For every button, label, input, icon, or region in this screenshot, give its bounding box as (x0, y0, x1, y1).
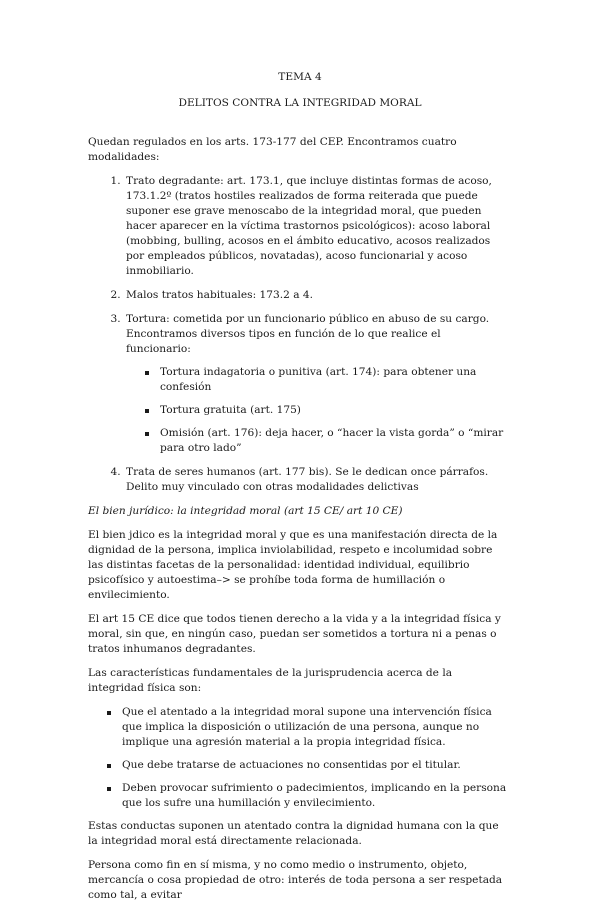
list-item: Omisión (art. 176): deja hacer, o “hacer la vista gorda” o “mirar para otro lado” (160, 426, 508, 456)
list-item (124, 312, 508, 456)
list-item: Tortura gratuita (art. 175) (160, 403, 508, 418)
paragraph: Las características fundamentales de la jurisprudencia acerca de la integridad física son: (88, 667, 453, 694)
list-item: 2. Malos tratos habituales: 173.2 a 4. (124, 288, 508, 303)
section-heading: El bien jurídico: la integridad moral (art 15 CE/ art 10 CE) (88, 505, 403, 517)
list-item: Que el atentado a la integridad moral supone una intervención física que implica la disposición o utilización de una persona, aunque no implique una agresión material a la propia integridad física. (122, 705, 508, 750)
intro-paragraph: Quedan regulados en los arts. 173-177 del CEP. Encontramos cuatro modalidades: (88, 136, 457, 163)
paragraph: Persona como fin en sí misma, y no como medio o instrumento, objeto, mercancía o cosa propiedad de otro: interés de toda persona a ser respetada como tal, a evitar (88, 859, 503, 901)
list-item: Que debe tratarse de actuaciones no consentidas por el titular. (122, 758, 508, 773)
list-item-text: Tortura: cometida por un funcionario público en abuso de su cargo. Encontramos diversos tipos en función de lo que realice el funcionario: (126, 313, 490, 355)
modalidades-list (88, 174, 508, 495)
paragraph: El bien jdico es la integridad moral y que es una manifestación directa de la dignidad de la persona, implica inviolabilidad, respeto e incolumidad sobre las distintas facetas de la personalidad: identidad individual, equilibrio psicofísico y autoestima–> se prohíbe toda forma de humillación o envilecimiento. (88, 529, 498, 601)
list-item: 1. Trato degradante: art. 173.1, que incluye distintas formas de acoso, 173.1.2º (tratos hostiles realizados de forma reiterada que puede suponer ese grave menoscabo de la integridad moral, que pueden hacer aparecer en la víctima trastornos psicológicos): acoso laboral (mobbing, bulling, acosos en el ámbito educativo, acosos realizados por empleados públicos, novatadas), acoso funcionarial y acoso inmobiliario. (124, 174, 508, 279)
tortura-types-list (126, 365, 508, 456)
paragraph: Estas conductas suponen un atentado contra la dignidad humana con la que la integridad moral está directamente relacionada. (88, 820, 499, 847)
list-item: Deben provocar sufrimiento o padecimientos, implicando en la persona que los sufre una humillación y envilecimiento. (122, 782, 507, 809)
document-title: TEMA 4 (278, 71, 322, 83)
document-subtitle: DELITOS CONTRA LA INTEGRIDAD MORAL (178, 97, 422, 109)
document-body (88, 135, 508, 912)
list-item: Tortura indagatoria o punitiva (art. 174): para obtener una confesión (160, 365, 508, 395)
paragraph: El art 15 CE dice que todos tienen derecho a la vida y a la integridad física y moral, sin que, en ningún caso, puedan ser sometidos a tortura ni a penas o tratos inhumanos degradantes. (88, 613, 501, 655)
list-item: 4. Trata de seres humanos (art. 177 bis). Se le dedican once párrafos. Delito muy vinculado con otras modalidades delictivas (124, 465, 508, 495)
caracteristicas-list (88, 705, 508, 811)
